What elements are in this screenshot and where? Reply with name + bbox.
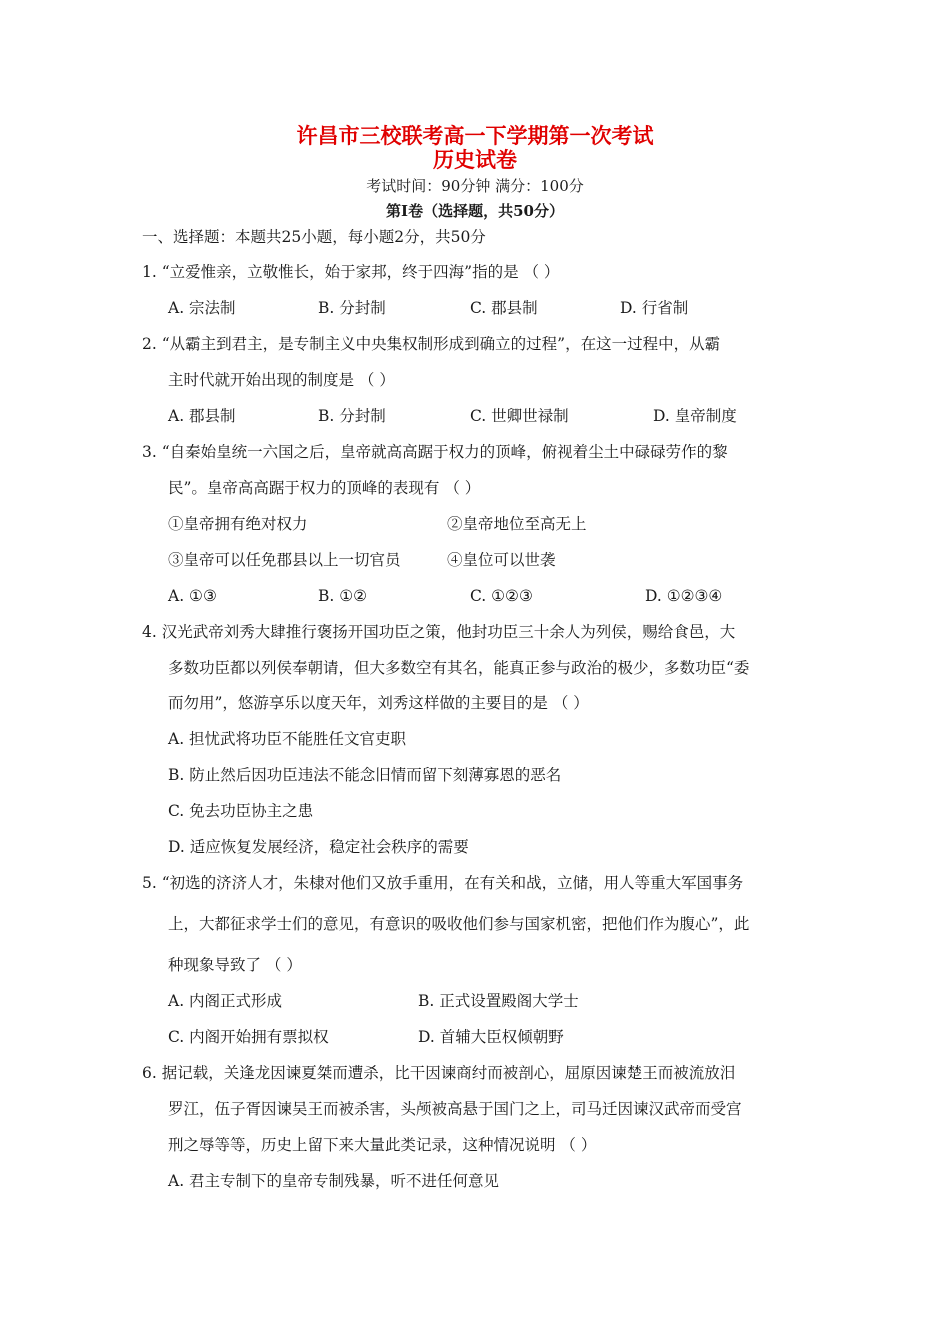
question-5-text-cont-1: 上，大都征求学士们的意见，有意识的吸收他们参与国家机密，把他们作为腹心”，此 xyxy=(168,915,750,933)
question-3-option-c: C. ①②③ xyxy=(470,587,533,605)
question-3-option-d: D. ①②③④ xyxy=(645,587,723,605)
volume-heading: 第Ⅰ卷（选择题，共50分） xyxy=(386,202,564,220)
question-4-option-d: D. 适应恢复发展经济，稳定社会秩序的需要 xyxy=(168,838,469,856)
question-4-text-cont-2: 而勿用”，悠游享乐以度天年，刘秀这样做的主要目的是 （ ） xyxy=(168,694,589,712)
question-3-option-b: B. ①② xyxy=(318,587,368,605)
question-5-option-c: C. 内阁开始拥有票拟权 xyxy=(168,1028,329,1046)
question-1-option-b: B. 分封制 xyxy=(318,299,386,317)
section-instruction: 一、选择题：本题共25小题，每小题2分，共50分 xyxy=(142,228,486,246)
question-1-text: 1. “立爱惟亲，立敬惟长，始于家邦，终于四海”指的是 （ ） xyxy=(142,263,560,281)
exam-info: 考试时间：90分钟 满分：100分 xyxy=(366,177,584,195)
question-5-option-b: B. 正式设置殿阁大学士 xyxy=(418,992,579,1010)
question-6-text-cont-2: 刑之辱等等，历史上留下来大量此类记录，这种情况说明 （ ） xyxy=(168,1136,597,1154)
question-5-option-d: D. 首辅大臣权倾朝野 xyxy=(418,1028,564,1046)
question-4-option-b: B. 防止然后因功臣违法不能念旧情而留下刻薄寡恩的恶名 xyxy=(168,766,562,784)
question-3-option-a: A. ①③ xyxy=(168,587,217,605)
exam-title: 许昌市三校联考高一下学期第一次考试 xyxy=(296,123,654,148)
question-6-text-cont-1: 罗江，伍子胥因谏吴王而被杀害，头颅被高悬于国门之上，司马迁因谏汉武帝而受宫 xyxy=(168,1100,742,1118)
question-1-option-d: D. 行省制 xyxy=(620,299,689,317)
question-4-option-c: C. 免去功臣协主之患 xyxy=(168,802,314,820)
question-3-item-4: ④皇位可以世袭 xyxy=(447,551,556,569)
question-2-text: 2. “从霸主到君主，是专制主义中央集权制形成到确立的过程”，在这一过程中，从霸 xyxy=(142,335,721,353)
question-3-text: 3. “自秦始皇统一六国之后，皇帝就高高踞于权力的顶峰，俯视着尘土中碌碌劳作的黎 xyxy=(142,443,728,461)
question-3-item-2: ②皇帝地位至高无上 xyxy=(447,515,587,533)
question-4-text: 4. 汉光武帝刘秀大肆推行褒扬开国功臣之策，他封功臣三十余人为列侯，赐给食邑，大 xyxy=(142,623,736,641)
question-2-option-c: C. 世卿世禄制 xyxy=(470,407,569,425)
question-4-text-cont-1: 多数功臣都以列侯奉朝请，但大多数空有其名，能真正参与政治的极少，多数功臣“委 xyxy=(168,659,750,677)
question-6-option-a: A. 君主专制下的皇帝专制残暴，听不进任何意见 xyxy=(168,1172,500,1190)
question-3-item-1: ①皇帝拥有绝对权力 xyxy=(168,515,308,533)
question-2-option-a: A. 郡县制 xyxy=(168,407,236,425)
question-1-option-a: A. 宗法制 xyxy=(168,299,236,317)
question-2-option-b: B. 分封制 xyxy=(318,407,386,425)
exam-subject: 历史试卷 xyxy=(433,147,517,172)
question-3-text-cont: 民”。皇帝高高踞于权力的顶峰的表现有 （ ） xyxy=(168,479,481,497)
question-6-text: 6. 据记载，关逢龙因谏夏桀而遭杀，比干因谏商纣而被剖心，屈原因谏楚王而被流放汨 xyxy=(142,1064,736,1082)
question-1-option-c: C. 郡县制 xyxy=(470,299,538,317)
question-4-option-a: A. 担忧武将功臣不能胜任文官吏职 xyxy=(168,730,407,748)
question-2-option-d: D. 皇帝制度 xyxy=(653,407,737,425)
question-5-text-cont-2: 种现象导致了 （ ） xyxy=(168,956,302,974)
question-5-option-a: A. 内阁正式形成 xyxy=(168,992,283,1010)
question-3-item-3: ③皇帝可以任免郡县以上一切官员 xyxy=(168,551,401,569)
question-2-text-cont: 主时代就开始出现的制度是 （ ） xyxy=(168,371,395,389)
question-5-text: 5. “初选的济济人才，朱棣对他们又放手重用，在有关和战，立储，用人等重大军国事务 xyxy=(142,874,744,892)
